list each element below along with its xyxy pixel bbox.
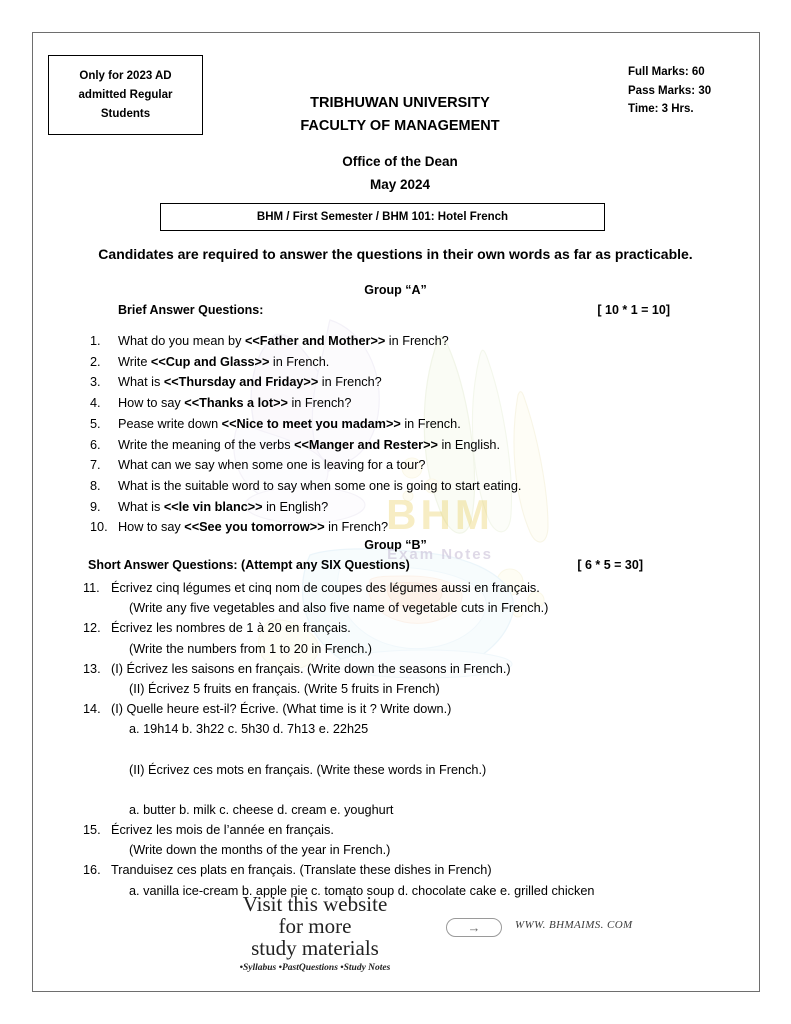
website-url: WWW. BHMAIMS. COM xyxy=(515,919,633,931)
question-text-tail: in French? xyxy=(318,375,382,390)
full-marks: Full Marks: 60 xyxy=(628,66,705,78)
question-number: 15. xyxy=(83,823,101,838)
question-subline: a. vanilla ice-cream b. apple pie c. tomato soup d. chocolate cake e. grilled chicken xyxy=(129,883,595,898)
question-number: 6. xyxy=(90,437,101,452)
question-text: Écrivez cinq légumes et cinq nom de coupes des légumes aussi en français. xyxy=(111,581,540,595)
course-info-text: BHM / First Semester / BHM 101: Hotel French xyxy=(256,211,509,223)
group-a-marks: [ 10 * 1 = 10] xyxy=(597,303,670,317)
question-item xyxy=(88,331,688,352)
promo-line-3: study materials xyxy=(251,936,379,960)
question-text: Écrivez les mois de l’année en français. xyxy=(111,823,334,838)
question-item xyxy=(83,578,723,618)
question-item xyxy=(88,476,688,497)
brief-answer-label: Brief Answer Questions: xyxy=(118,303,264,317)
university-name: TRIBHUWAN UNIVERSITY xyxy=(310,95,490,111)
footer-promo xyxy=(0,893,791,978)
exam-date: May 2024 xyxy=(369,177,431,192)
group-a-question-list xyxy=(88,331,688,538)
question-text-tail: in French? xyxy=(287,396,352,411)
question-term: <<Manger and Rester>> xyxy=(294,437,438,452)
question-item xyxy=(83,699,723,820)
watermark-sub: Exam Notes xyxy=(387,546,493,563)
group-b-marks: [ 6 * 5 = 30] xyxy=(577,558,643,572)
watermark-main: BHM xyxy=(386,491,494,538)
question-text: Pease write down xyxy=(118,416,222,431)
office-block xyxy=(220,150,580,196)
question-text: What is the suitable word to say when some one is going to start eating. xyxy=(118,478,522,493)
question-item xyxy=(88,435,688,456)
question-number: 2. xyxy=(90,354,101,369)
admission-notice-box xyxy=(48,55,203,135)
office-of-the-dean: Office of the Dean xyxy=(342,154,458,169)
question-item xyxy=(83,618,723,658)
group-b-question-list xyxy=(83,578,723,901)
notice-line-2: admitted Regular xyxy=(78,88,173,101)
question-text-tail: in French. xyxy=(269,354,330,369)
question-text-tail: in French? xyxy=(385,334,449,348)
university-title-block xyxy=(220,92,580,138)
question-number: 7. xyxy=(90,458,101,473)
question-number: 3. xyxy=(90,375,101,390)
faculty-name: FACULTY OF MANAGEMENT xyxy=(300,118,500,134)
promo-line-4: •Syllabus •PastQuestions •Study Notes xyxy=(239,963,391,973)
question-subline: (II) Écrivez ces mots en français. (Write these words in French.) xyxy=(129,762,487,777)
question-item xyxy=(88,372,688,393)
question-text-tail: in English. xyxy=(437,437,500,452)
group-b-heading: Group “B” xyxy=(364,538,427,552)
marks-info-block xyxy=(628,63,711,119)
course-info-bar xyxy=(160,203,605,231)
notice-line-3: Students xyxy=(100,107,151,120)
question-number: 13. xyxy=(83,661,101,676)
question-item xyxy=(83,659,723,699)
question-text: What is xyxy=(118,499,164,514)
question-item xyxy=(83,820,723,860)
question-subline: a. butter b. milk c. cheese d. cream e. youghurt xyxy=(129,802,394,817)
question-term: <<Father and Mother>> xyxy=(244,334,386,348)
question-subline: (Write any five vegetables and also five name of vegetable cuts in French.) xyxy=(129,601,549,616)
question-text: How to say xyxy=(118,520,185,535)
question-number: 16. xyxy=(83,863,101,878)
promo-text-block xyxy=(200,893,430,975)
question-number: 4. xyxy=(90,396,101,411)
question-text: How to say xyxy=(118,396,185,411)
question-text: What do you mean by xyxy=(118,334,245,348)
question-text-tail: in French. xyxy=(400,416,461,431)
question-term: <<Thursday and Friday>> xyxy=(163,375,319,390)
question-text: Write the meaning of the verbs xyxy=(118,437,295,452)
question-number: 8. xyxy=(90,478,101,493)
question-item xyxy=(88,414,688,435)
question-number: 11. xyxy=(83,581,100,595)
question-number: 9. xyxy=(90,499,101,514)
question-text-tail: in French? xyxy=(324,520,389,535)
question-item xyxy=(88,393,688,414)
candidate-instruction: Candidates are required to answer the questions in their own words as far as practicable. xyxy=(98,246,693,262)
promo-line-2: for more xyxy=(278,914,352,938)
question-item xyxy=(88,497,688,518)
question-number: 1. xyxy=(90,334,101,348)
question-number: 5. xyxy=(90,416,101,431)
pass-marks: Pass Marks: 30 xyxy=(628,84,712,97)
question-term: <<Thanks a lot>> xyxy=(184,396,288,411)
question-number: 14. xyxy=(83,702,101,717)
arrow-glyph: → xyxy=(467,920,481,935)
question-subline: (Write the numbers from 1 to 20 in French.) xyxy=(129,641,373,656)
group-a-section-line xyxy=(118,303,670,317)
question-item xyxy=(88,517,688,538)
question-text: Tranduisez ces plats en français. (Translate these dishes in French) xyxy=(111,863,492,878)
question-text: (I) Écrivez les saisons en français. (Write down the seasons in French.) xyxy=(111,661,511,676)
question-text: What can we say when some one is leaving for a tour? xyxy=(118,458,426,473)
short-answer-label: Short Answer Questions: (Attempt any SIX Questions) xyxy=(88,558,410,572)
group-a-heading: Group “A” xyxy=(364,283,427,297)
question-subline: a. 19h14 b. 3h22 c. 5h30 d. 7h13 e. 22h25 xyxy=(129,722,369,737)
question-term: <<Nice to meet you madam>> xyxy=(221,416,401,431)
question-text-tail: in English? xyxy=(262,499,329,514)
notice-line-1: Only for 2023 AD xyxy=(79,69,172,82)
question-term: <<le vin blanc>> xyxy=(163,499,263,514)
question-item xyxy=(88,455,688,476)
question-term: <<See you tomorrow>> xyxy=(184,520,325,535)
arrow-right-icon xyxy=(446,918,502,937)
group-b-section-line xyxy=(88,558,643,572)
exam-time: Time: 3 Hrs. xyxy=(628,103,694,115)
spacer xyxy=(111,740,723,760)
question-number: 12. xyxy=(83,621,101,636)
question-text: Écrivez les nombres de 1 à 20 en français. xyxy=(111,621,351,636)
spacer xyxy=(111,780,723,800)
question-text: (I) Quelle heure est-il? Écrive. (What time is it ? Write down.) xyxy=(111,702,452,717)
question-subline: (Write down the months of the year in French.) xyxy=(129,843,391,858)
question-number: 10. xyxy=(90,520,108,535)
question-item xyxy=(88,352,688,373)
question-subline: (II) Écrivez 5 fruits en français. (Write 5 fruits in French) xyxy=(129,682,440,697)
question-text: What is xyxy=(118,375,164,390)
question-term: <<Cup and Glass>> xyxy=(150,354,270,369)
question-text: Write xyxy=(118,354,151,369)
promo-line-1: Visit this website xyxy=(242,892,388,916)
